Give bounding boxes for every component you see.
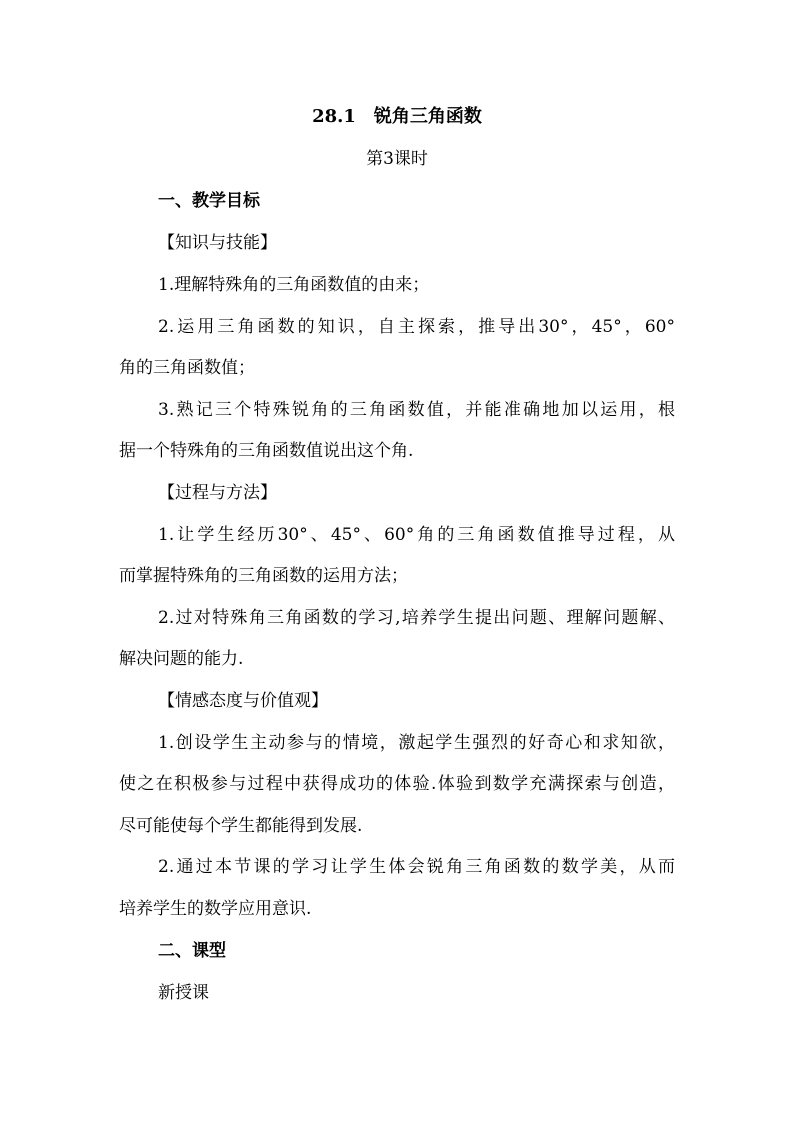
section-heading-lesson-type: 二、课型 — [158, 941, 226, 961]
knowledge-item-3-line-2: 据一个特殊角的三角函数值说出这个角. — [119, 441, 414, 461]
knowledge-item-2-line-1: 2.运用三角函数的知识，自主探索，推导出30°，45°，60° — [158, 317, 675, 337]
document-title: 28.1 锐角三角函数 — [312, 106, 482, 127]
process-item-1-line-2: 而掌握特殊角的三角函数的运用方法； — [119, 566, 408, 586]
attitude-item-2-line-2: 培养学生的数学应用意识. — [119, 899, 312, 919]
process-item-2-line-1: 2.过对特殊角三角函数的学习,培养学生提出问题、理解问题解、 — [158, 608, 675, 628]
process-item-1-line-1: 1.让学生经历30°、45°、60°角的三角函数值推导过程，从 — [158, 525, 675, 545]
knowledge-item-3-line-1: 3.熟记三个特殊锐角的三角函数值，并能准确地加以运用，根 — [158, 400, 675, 420]
lesson-type-value: 新授课 — [158, 983, 209, 1003]
process-item-2-line-2: 解决问题的能力. — [119, 649, 244, 669]
attitude-item-1-line-2: 使之在积极参与过程中获得成功的体验.体验到数学充满探索与创造， — [119, 774, 675, 794]
attitude-item-1-line-3: 尽可能使每个学生都能得到发展. — [119, 816, 363, 836]
attitude-item-2-line-1: 2.通过本节课的学习让学生体会锐角三角函数的数学美，从而 — [158, 857, 675, 877]
attitude-item-1-line-1: 1.创设学生主动参与的情境，激起学生强烈的好奇心和求知欲， — [158, 733, 675, 753]
section-heading-objectives: 一、教学目标 — [158, 191, 260, 211]
knowledge-item-2-line-2: 角的三角函数值； — [119, 358, 255, 378]
subheading-attitudes-values: 【情感态度与价值观】 — [158, 691, 328, 711]
subheading-process-methods: 【过程与方法】 — [158, 483, 277, 503]
knowledge-item-1: 1.理解特殊角的三角函数值的由来； — [158, 275, 430, 295]
document-subtitle: 第3课时 — [366, 149, 428, 169]
subheading-knowledge-skills: 【知识与技能】 — [158, 233, 277, 253]
